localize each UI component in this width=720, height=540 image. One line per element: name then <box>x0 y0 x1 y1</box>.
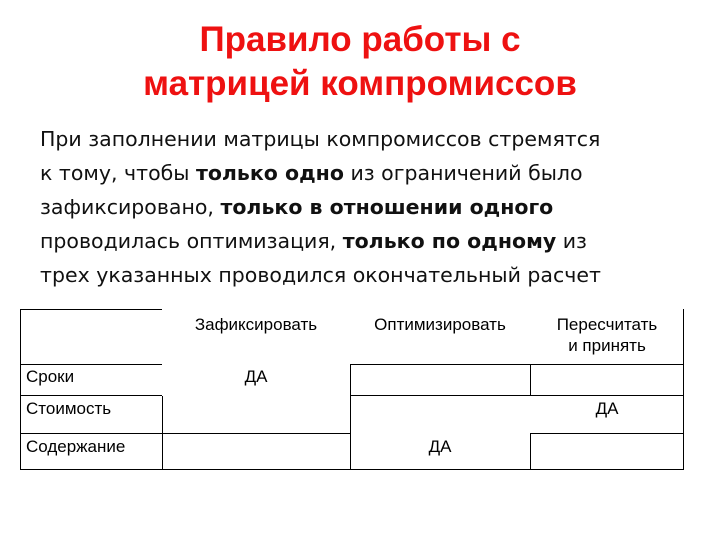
body-text-4c: из <box>556 229 587 253</box>
slide-body-text <box>40 122 710 292</box>
body-line-1 <box>40 122 710 156</box>
body-text-5: трех указанных проводился окончательный расчет <box>40 263 601 287</box>
row-label-content: Содержание <box>26 437 126 456</box>
cell-content-recalc <box>530 433 684 470</box>
body-text-3a: зафиксировано, <box>40 195 221 219</box>
row-label-time: Сроки <box>26 367 75 386</box>
body-text-1: При заполнении матрицы компромиссов стремятся <box>40 127 601 151</box>
value-cost-recalc: ДА <box>595 399 619 418</box>
value-content-opt: ДА <box>428 437 452 456</box>
header-recalc-line2: и принять <box>568 336 646 355</box>
matrix-corner-cell <box>20 309 162 364</box>
body-text-4a: проводилась оптимизация, <box>40 229 343 253</box>
body-text-2c: из ограничений было <box>343 161 583 185</box>
body-emphasis-only-regarding-one: только в отношении одного <box>220 195 554 219</box>
cell-time-opt <box>350 364 530 396</box>
row-label-cost: Стоимость <box>26 399 112 418</box>
header-fix: Зафиксировать <box>194 315 318 334</box>
body-line-3 <box>40 190 710 224</box>
cell-content-fix <box>162 433 350 470</box>
header-recalc-line1: Пересчитать <box>556 315 658 334</box>
slide-title-line2: матрицей компромиссов <box>143 64 577 103</box>
body-emphasis-only-one: только одно <box>195 161 344 185</box>
body-line-2 <box>40 156 710 190</box>
tradeoff-matrix <box>20 309 684 470</box>
cell-time-recalc <box>530 364 684 396</box>
body-line-4 <box>40 224 710 258</box>
header-recalc <box>530 314 684 356</box>
body-emphasis-only-by-one: только по одному <box>342 229 557 253</box>
body-line-5 <box>40 258 710 292</box>
slide-title <box>0 18 720 106</box>
header-optimize: Оптимизировать <box>374 315 506 334</box>
slide-title-line1: Правило работы с <box>199 20 521 59</box>
value-time-fix: ДА <box>244 367 268 386</box>
body-text-2a: к тому, чтобы <box>40 161 196 185</box>
